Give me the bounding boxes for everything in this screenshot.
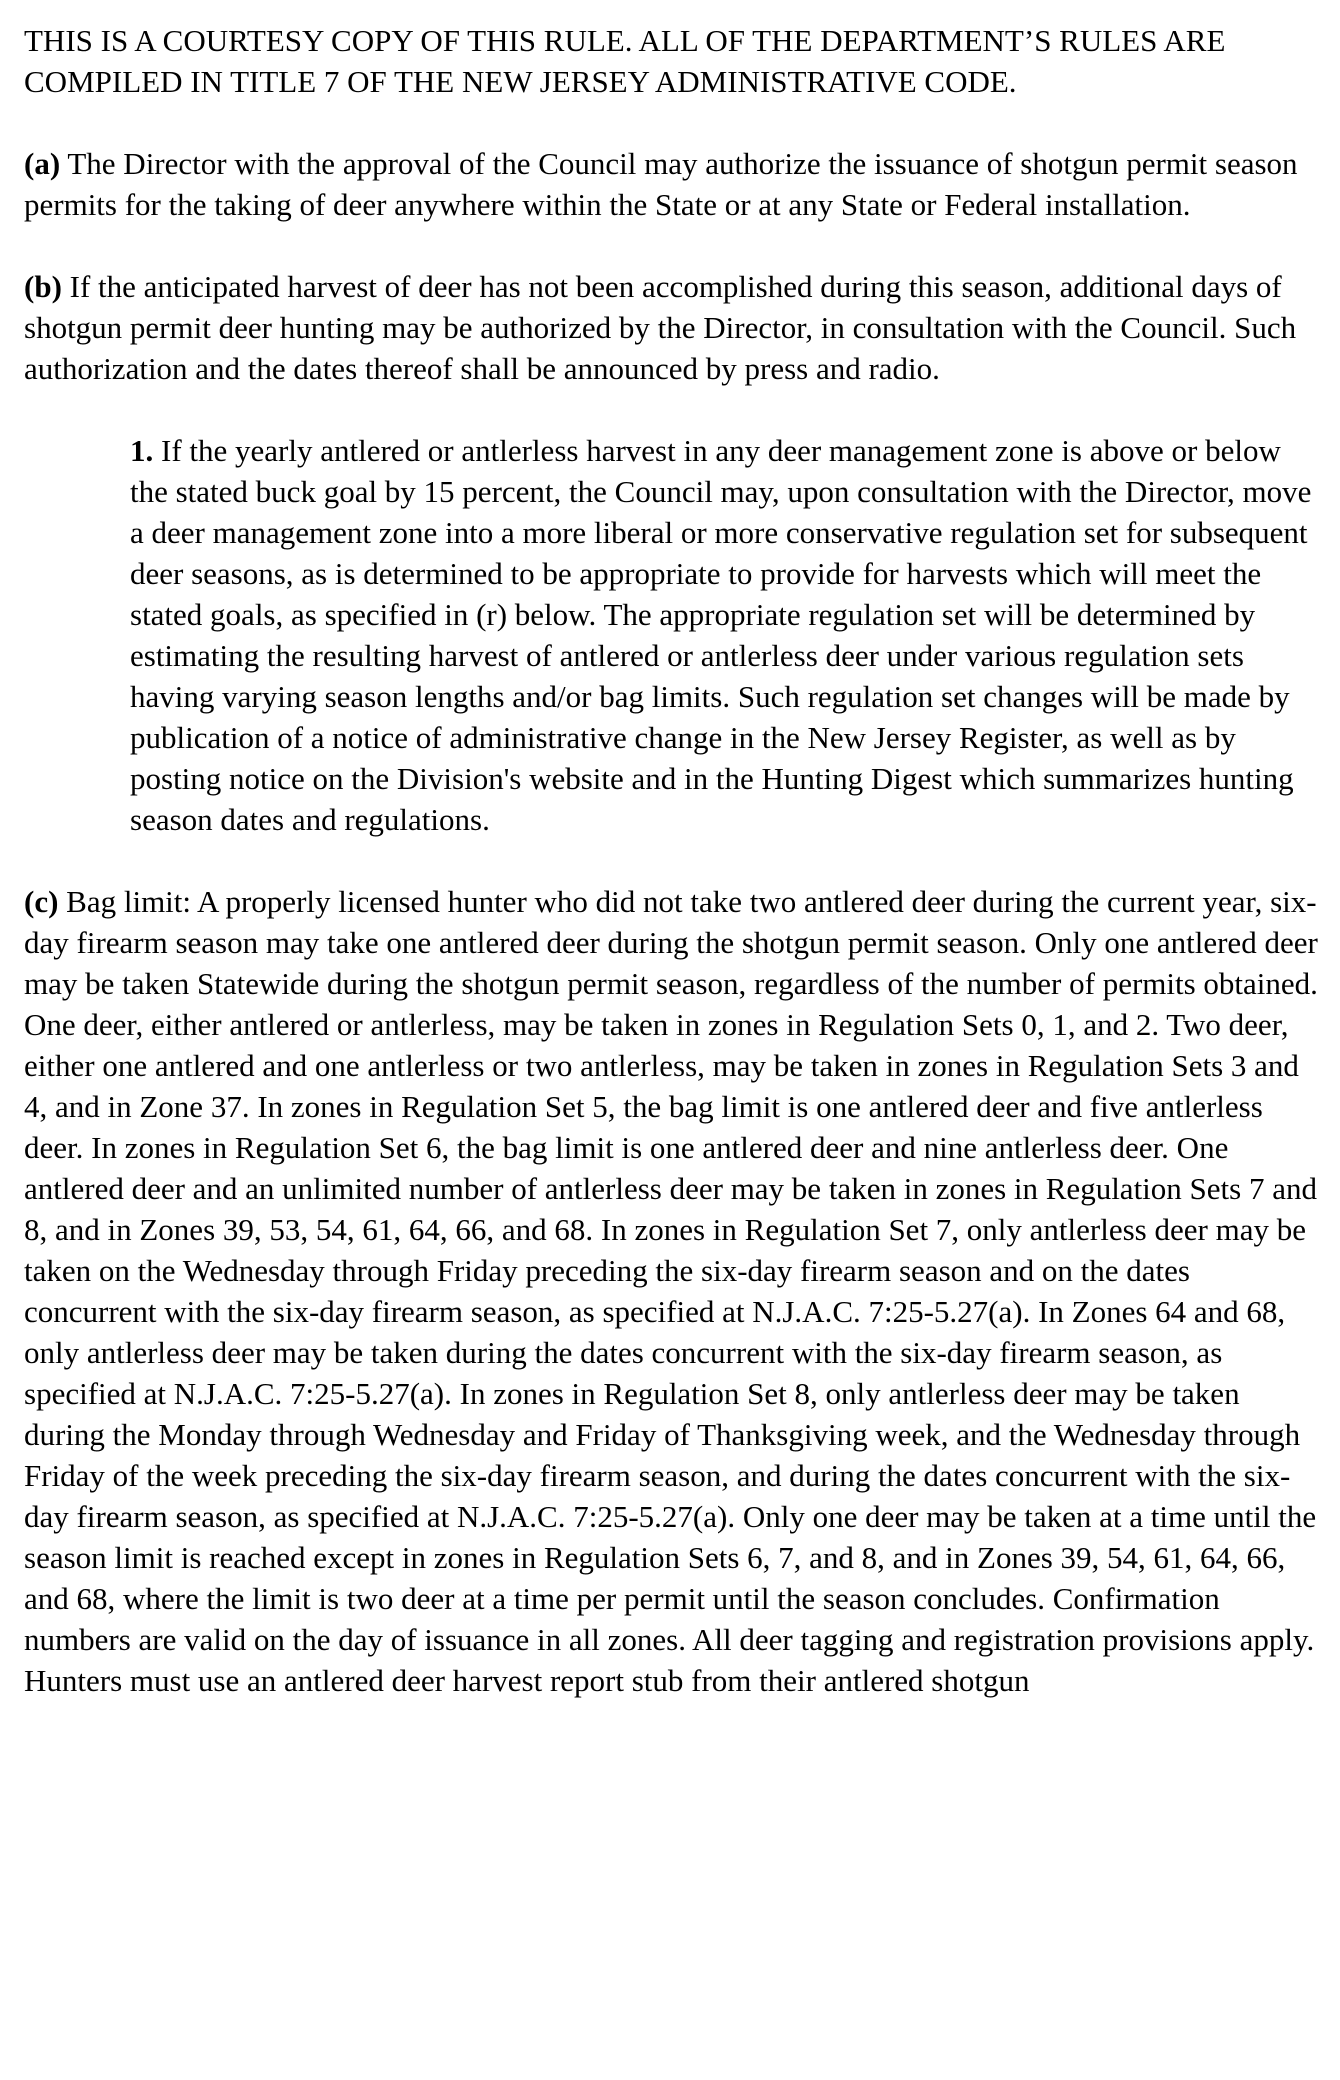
paragraph-a-label: (a)	[24, 146, 61, 181]
paragraph-a	[24, 143, 1324, 225]
paragraph-c	[24, 881, 1324, 1701]
paragraph-b-label: (b)	[24, 269, 62, 304]
courtesy-notice: THIS IS A COURTESY COPY OF THIS RULE. ALL OF THE DEPARTMENT’S RULES ARE COMPILED IN TITLE 7 OF THE NEW JERSEY ADMINISTRATIVE CODE.	[24, 23, 1226, 99]
paragraph-b-text: If the anticipated harvest of deer has not been accomplished during this season, additional days of shotgun permit deer hunting may be authorized by the Director, in consultation with the Council. Such authorization and the dates thereof shall be announced by press and radio.	[24, 269, 1297, 386]
paragraph-c-text: Bag limit: A properly licensed hunter who did not take two antlered deer during the current year, six-day firearm season may take one antlered deer during the shotgun permit season. Only one antlered deer may be taken Statewide during the shotgun permit season, regardless of the number of permits obtained. One deer, either antlered or antlerless, may be taken in zones in Regulation Sets 0, 1, and 2. Two deer, either one antlered and one antlerless or two antlerless, may be taken in zones in Regulation Sets 3 and 4, and in Zone 37. In zones in Regulation Set 5, the bag limit is one antlered deer and five antlerless deer. In zones in Regulation Set 6, the bag limit is one antlered deer and nine antlerless deer. One antlered deer and an unlimited number of antlerless deer may be taken in zones in Regulation Sets 7 and 8, and in Zones 39, 53, 54, 61, 64, 66, and 68. In zones in Regulation Set 7, only antlerless deer may be taken on the Wednesday through Friday preceding the six-day firearm season and on the dates concurrent with the six-day firearm season, as specified at N.J.A.C. 7:25-5.27(a). In Zones 64 and 68, only antlerless deer may be taken during the dates concurrent with the six-day firearm season, as specified at N.J.A.C. 7:25-5.27(a). In zones in Regulation Set 8, only antlerless deer may be taken during the Monday through Wednesday and Friday of Thanksgiving week, and the Wednesday through Friday of the week preceding the six-day firearm season, and during the dates concurrent with the six-day firearm season, as specified at N.J.A.C. 7:25-5.27(a). Only one deer may be taken at a time until the season limit is reached except in zones in Regulation Sets 6, 7, and 8, and in Zones 39, 54, 61, 64, 66, and 68, where the limit is two deer at a time per permit until the season concludes. Confirmation numbers are valid on the day of issuance in all zones. All deer tagging and registration provisions apply. Hunters must use an antlered deer harvest report stub from their antlered shotgun	[24, 884, 1318, 1698]
document-page	[24, 20, 1324, 1742]
paragraph-a-text: The Director with the approval of the Council may authorize the issuance of shotgun permit season permits for the taking of deer anywhere within the State or at any State or Federal installation.	[24, 146, 1298, 222]
paragraph-c-label: (c)	[24, 884, 59, 919]
paragraph-b-1-label: 1.	[130, 433, 154, 468]
paragraph-b-1	[130, 430, 1324, 840]
paragraph-b	[24, 266, 1324, 389]
paragraph-b-1-text: If the yearly antlered or antlerless harvest in any deer management zone is above or below the stated buck goal by 15 percent, the Council may, upon consultation with the Director, move a deer management zone into a more liberal or more conservative regulation set for subsequent deer seasons, as is determined to be appropriate to provide for harvests which will meet the stated goals, as specified in (r) below. The appropriate regulation set will be determined by estimating the resulting harvest of antlered or antlerless deer under various regulation sets having varying season lengths and/or bag limits. Such regulation set changes will be made by publication of a notice of administrative change in the New Jersey Register, as well as by posting notice on the Division's website and in the Hunting Digest which summarizes hunting season dates and regulations.	[130, 433, 1312, 837]
